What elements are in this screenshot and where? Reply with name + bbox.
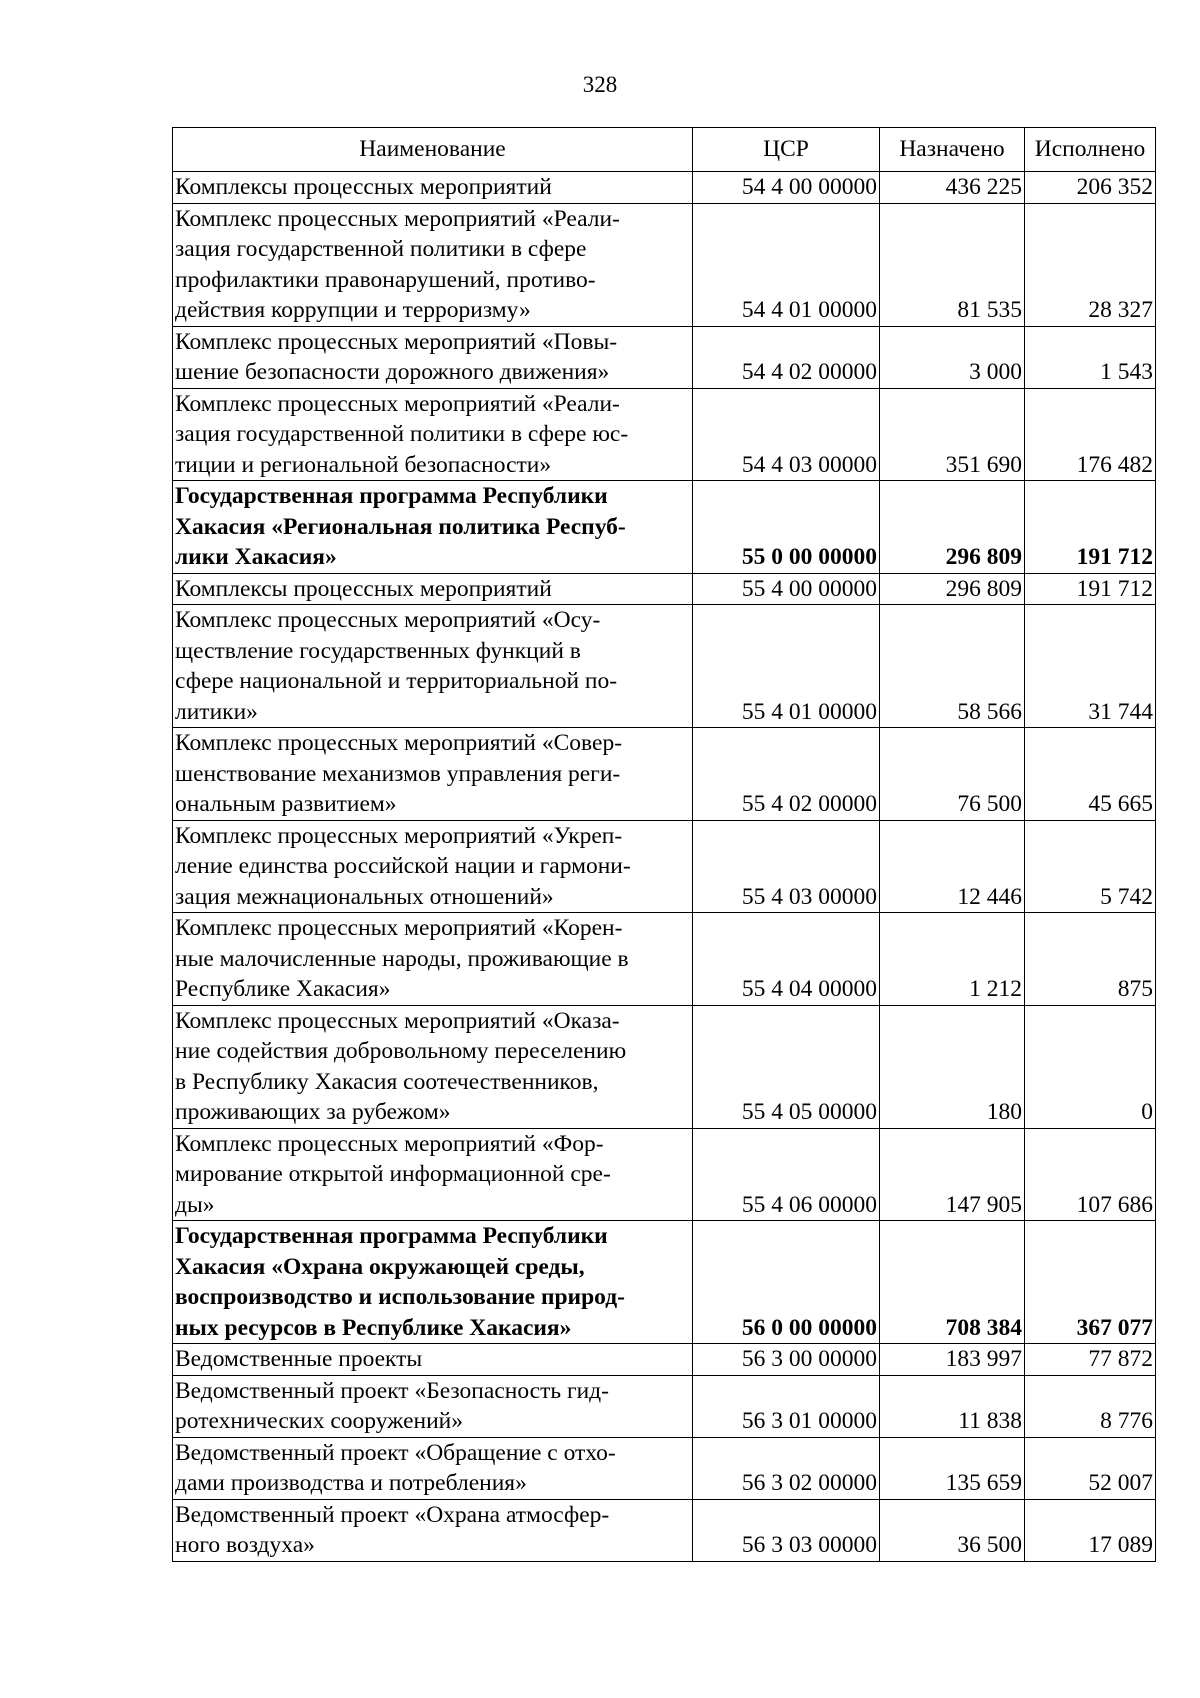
cell-name <box>173 913 693 1006</box>
cell-planned: 12 446 <box>880 820 1025 913</box>
cell-csr: 54 4 00 00000 <box>693 172 880 204</box>
cell-executed: 45 665 <box>1025 728 1156 821</box>
cell-csr: 55 4 01 00000 <box>693 605 880 728</box>
column-header-executed: Исполнено <box>1025 128 1156 172</box>
cell-planned: 3 000 <box>880 326 1025 388</box>
cell-planned: 351 690 <box>880 388 1025 481</box>
cell-name <box>173 1499 693 1561</box>
cell-csr: 56 0 00 00000 <box>693 1221 880 1344</box>
cell-planned: 76 500 <box>880 728 1025 821</box>
cell-name-line: Комплекс процессных мероприятий «Фор- <box>175 1130 604 1157</box>
column-header-csr: ЦСР <box>693 128 880 172</box>
cell-planned: 58 566 <box>880 605 1025 728</box>
cell-name-line: тиции и региональной безопасности» <box>175 451 552 478</box>
cell-executed: 191 712 <box>1025 481 1156 574</box>
cell-name-line: шенствование механизмов управления реги- <box>175 760 621 787</box>
cell-name-line: Комплекс процессных мероприятий «Повы- <box>175 328 618 355</box>
cell-name-line: ществление государственных функций в <box>175 637 581 664</box>
cell-planned: 135 659 <box>880 1437 1025 1499</box>
cell-name-line: литики» <box>175 698 258 725</box>
cell-executed: 17 089 <box>1025 1499 1156 1561</box>
table-row <box>173 1221 1156 1344</box>
table-row <box>173 1005 1156 1128</box>
table-row <box>173 1344 1156 1376</box>
table-header-row <box>173 128 1156 172</box>
cell-executed: 5 742 <box>1025 820 1156 913</box>
cell-name <box>173 203 693 326</box>
cell-name <box>173 820 693 913</box>
cell-name-line: Комплекс процессных мероприятий «Совер- <box>175 730 623 756</box>
cell-executed: 1 543 <box>1025 326 1156 388</box>
table-row <box>173 1437 1156 1499</box>
cell-name-line: в Республику Хакасия соотечественников, <box>175 1068 599 1095</box>
cell-name <box>173 1221 693 1344</box>
cell-executed: 31 744 <box>1025 605 1156 728</box>
cell-name <box>173 1128 693 1221</box>
table-row <box>173 203 1156 326</box>
cell-name <box>173 1375 693 1437</box>
cell-name-line: зация государственной политики в сфере <box>175 236 587 262</box>
cell-name <box>173 573 693 605</box>
cell-planned: 11 838 <box>880 1375 1025 1437</box>
cell-name-line: шение безопасности дорожного движения» <box>175 359 610 385</box>
table-row <box>173 388 1156 481</box>
cell-csr: 54 4 01 00000 <box>693 203 880 326</box>
cell-name-line: Хакасия «Охрана окружающей среды, <box>175 1253 585 1280</box>
cell-name-line: Комплексы процессных мероприятий <box>175 174 552 200</box>
cell-name-line: проживающих за рубежом» <box>175 1099 451 1125</box>
table-row <box>173 326 1156 388</box>
cell-planned: 36 500 <box>880 1499 1025 1561</box>
cell-name-line: мирование открытой информационной сре- <box>175 1161 611 1187</box>
table-body <box>173 172 1156 1562</box>
cell-csr: 54 4 03 00000 <box>693 388 880 481</box>
cell-name <box>173 172 693 204</box>
cell-name-line: Государственная программа Республики <box>175 1223 608 1249</box>
cell-csr: 55 4 00 00000 <box>693 573 880 605</box>
table-row <box>173 1499 1156 1561</box>
cell-planned: 296 809 <box>880 481 1025 574</box>
cell-planned: 147 905 <box>880 1128 1025 1221</box>
cell-planned: 183 997 <box>880 1344 1025 1376</box>
cell-name <box>173 728 693 821</box>
cell-csr: 55 4 04 00000 <box>693 913 880 1006</box>
cell-csr: 55 4 05 00000 <box>693 1005 880 1128</box>
table-row <box>173 1375 1156 1437</box>
cell-executed: 875 <box>1025 913 1156 1006</box>
cell-name <box>173 1344 693 1376</box>
cell-executed: 107 686 <box>1025 1128 1156 1221</box>
cell-name-line: ональным развитием» <box>175 791 397 817</box>
table-row <box>173 573 1156 605</box>
column-header-name: Наименование <box>173 128 693 172</box>
cell-name-line: Хакасия «Региональная политика Респуб- <box>175 513 626 540</box>
cell-name-line: лики Хакасия» <box>175 544 337 570</box>
cell-name-line: ды» <box>175 1191 215 1218</box>
cell-name <box>173 1437 693 1499</box>
cell-name-line: Ведомственный проект «Охрана атмосфер- <box>175 1501 610 1528</box>
cell-csr: 56 3 00 00000 <box>693 1344 880 1376</box>
cell-executed: 8 776 <box>1025 1375 1156 1437</box>
cell-planned: 81 535 <box>880 203 1025 326</box>
page-number: 328 <box>582 72 618 97</box>
cell-csr: 55 4 06 00000 <box>693 1128 880 1221</box>
cell-csr: 56 3 02 00000 <box>693 1437 880 1499</box>
table-row <box>173 820 1156 913</box>
cell-executed: 28 327 <box>1025 203 1156 326</box>
cell-planned: 1 212 <box>880 913 1025 1006</box>
column-header-planned: Назначено <box>880 128 1025 172</box>
cell-planned: 436 225 <box>880 172 1025 204</box>
cell-name <box>173 388 693 481</box>
cell-name-line: ные малочисленные народы, проживающие в <box>175 945 629 972</box>
cell-name-line: дами производства и потребления» <box>175 1470 527 1496</box>
cell-name-line: сфере национальной и территориальной по- <box>175 668 618 694</box>
table-row <box>173 728 1156 821</box>
cell-name-line: ние содействия добровольному переселению <box>175 1038 627 1064</box>
cell-planned: 180 <box>880 1005 1025 1128</box>
cell-name-line: Комплексы процессных мероприятий <box>175 575 552 602</box>
cell-name-line: Ведомственные проекты <box>175 1346 423 1372</box>
cell-name <box>173 481 693 574</box>
cell-executed: 52 007 <box>1025 1437 1156 1499</box>
cell-name-line: Комплекс процессных мероприятий «Реали- <box>175 205 620 232</box>
cell-name-line: Ведомственный проект «Безопасность гид- <box>175 1377 609 1404</box>
cell-executed: 367 077 <box>1025 1221 1156 1344</box>
table-row <box>173 172 1156 204</box>
cell-executed: 0 <box>1025 1005 1156 1128</box>
cell-csr: 55 4 02 00000 <box>693 728 880 821</box>
cell-name <box>173 1005 693 1128</box>
cell-executed: 191 712 <box>1025 573 1156 605</box>
cell-name-line: Комплекс процессных мероприятий «Осу- <box>175 607 601 633</box>
cell-name-line: Комплекс процессных мероприятий «Укреп- <box>175 822 623 849</box>
cell-name-line: ного воздуха» <box>175 1532 315 1558</box>
table-row <box>173 481 1156 574</box>
cell-name <box>173 605 693 728</box>
table-row <box>173 913 1156 1006</box>
cell-csr: 56 3 01 00000 <box>693 1375 880 1437</box>
table-row <box>173 605 1156 728</box>
cell-name-line: действия коррупции и терроризму» <box>175 297 531 323</box>
cell-name-line: воспроизводство и использование природ- <box>175 1284 625 1310</box>
cell-name-line: ление единства российской нации и гармони- <box>175 853 631 879</box>
cell-name-line: Комплекс процессных мероприятий «Корен- <box>175 915 623 941</box>
cell-name-line: Комплекс процессных мероприятий «Реали- <box>175 390 620 417</box>
cell-name-line: Государственная программа Республики <box>175 483 608 509</box>
cell-executed: 206 352 <box>1025 172 1156 204</box>
cell-csr: 56 3 03 00000 <box>693 1499 880 1561</box>
cell-csr: 55 4 03 00000 <box>693 820 880 913</box>
cell-name-line: Республике Хакасия» <box>175 976 391 1002</box>
cell-executed: 77 872 <box>1025 1344 1156 1376</box>
cell-name-line: ротехнических сооружений» <box>175 1408 464 1434</box>
cell-name-line: ных ресурсов в Республике Хакасия» <box>175 1314 572 1341</box>
cell-executed: 176 482 <box>1025 388 1156 481</box>
cell-name-line: зация межнациональных отношений» <box>175 883 554 910</box>
cell-name-line: Ведомственный проект «Обращение с отхо- <box>175 1439 616 1466</box>
cell-name-line: зация государственной политики в сфере юс- <box>175 421 629 447</box>
cell-name <box>173 326 693 388</box>
cell-planned: 296 809 <box>880 573 1025 605</box>
cell-csr: 55 0 00 00000 <box>693 481 880 574</box>
cell-csr: 54 4 02 00000 <box>693 326 880 388</box>
budget-table <box>172 127 1156 1562</box>
cell-name-line: профилактики правонарушений, противо- <box>175 266 596 293</box>
cell-planned: 708 384 <box>880 1221 1025 1344</box>
cell-name-line: Комплекс процессных мероприятий «Оказа- <box>175 1007 620 1034</box>
table-row <box>173 1128 1156 1221</box>
